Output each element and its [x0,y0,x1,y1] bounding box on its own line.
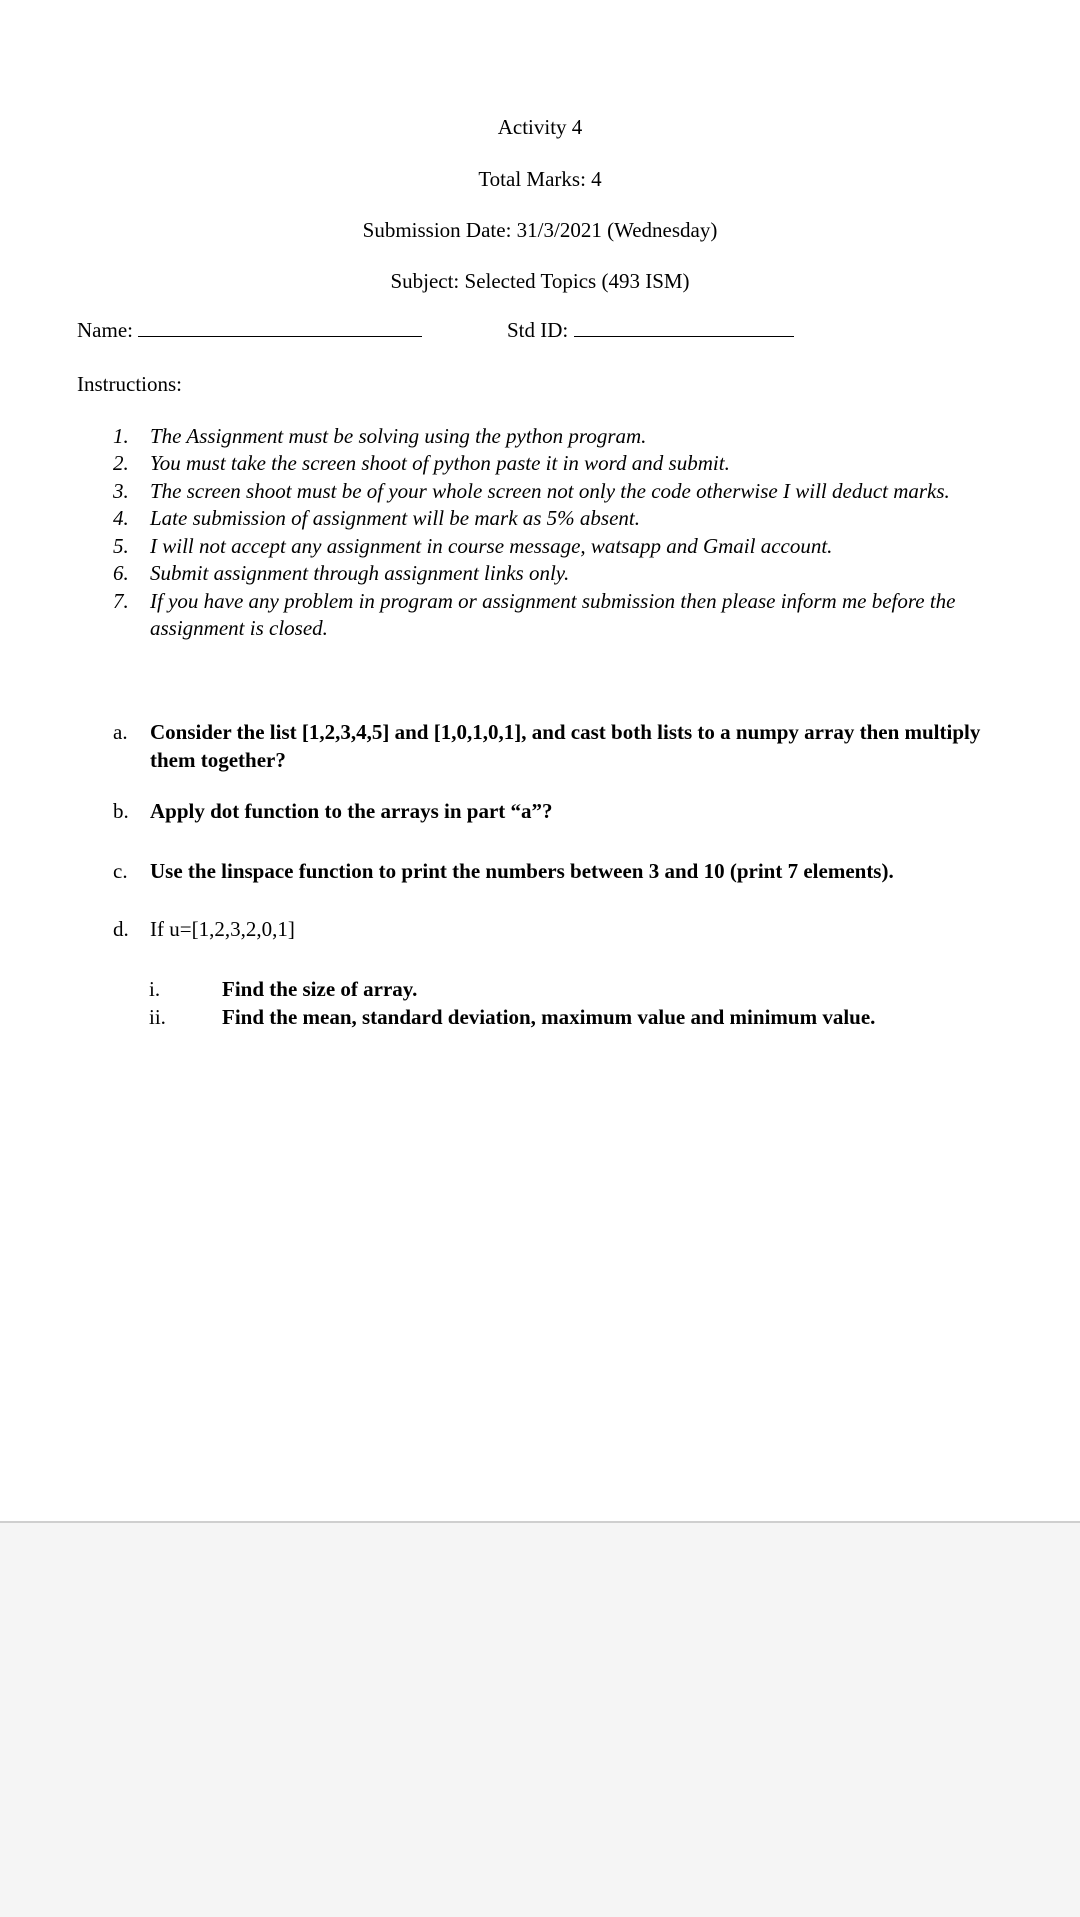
list-item-text: Submit assignment through assignment links only. [150,561,570,585]
sub-question-number: i. [149,977,161,1001]
question-text: Use the linspace function to print the numbers between 3 and 10 (print 7 elements). [150,859,894,883]
sub-question-text: Find the size of array. [222,977,418,1001]
question-letter: c. [113,859,128,883]
sub-question-number: ii. [149,1005,166,1029]
name-label: Name: [77,318,133,342]
subject-line: Subject: Selected Topics (493 ISM) [390,269,690,293]
submission-date: Submission Date: 31/3/2021 (Wednesday) [362,218,718,242]
std-id-label: Std ID: [507,318,569,342]
question-letter: a. [113,720,128,744]
list-item-text: The screen shoot must be of your whole screen not only the code otherwise I will deduct marks. [150,479,950,503]
sub-question-text: Find the mean, standard deviation, maximum value and minimum value. [222,1005,876,1029]
question-letter: d. [113,917,129,941]
question-letter: b. [113,799,129,823]
activity-title: Activity 4 [497,115,583,139]
question-text: Apply dot function to the arrays in part “a”? [150,799,553,823]
list-item-number: 7. [113,589,129,613]
list-item-number: 2. [113,451,129,475]
list-item-number: 4. [113,506,129,530]
list-item-number: 1. [113,424,129,448]
list-item-text: If you have any problem in program or assignment submission then please inform me before the assignment is closed. [150,589,956,640]
list-item-text: You must take the screen shoot of python paste it in word and submit. [150,451,730,475]
name-blank-line [138,320,422,337]
list-item-text: I will not accept any assignment in course message, watsapp and Gmail account. [150,534,833,558]
question-text: If u=[1,2,3,2,0,1] [150,917,295,941]
question-text: Consider the list [1,2,3,4,5] and [1,0,1,0,1], and cast both lists to a numpy array then multiply them together? [150,720,981,772]
list-item-number: 6. [113,561,129,585]
name-field [77,318,422,343]
list-item-text: Late submission of assignment will be mark as 5% absent. [150,506,641,530]
std-id-field [507,318,794,343]
list-item-number: 3. [113,479,129,503]
list-item-number: 5. [113,534,129,558]
instructions-heading: Instructions: [77,372,182,396]
viewer-background [0,1521,1080,1917]
list-item-text: The Assignment must be solving using the python program. [150,424,647,448]
total-marks: Total Marks: 4 [478,167,602,191]
std-id-blank-line [574,320,794,337]
